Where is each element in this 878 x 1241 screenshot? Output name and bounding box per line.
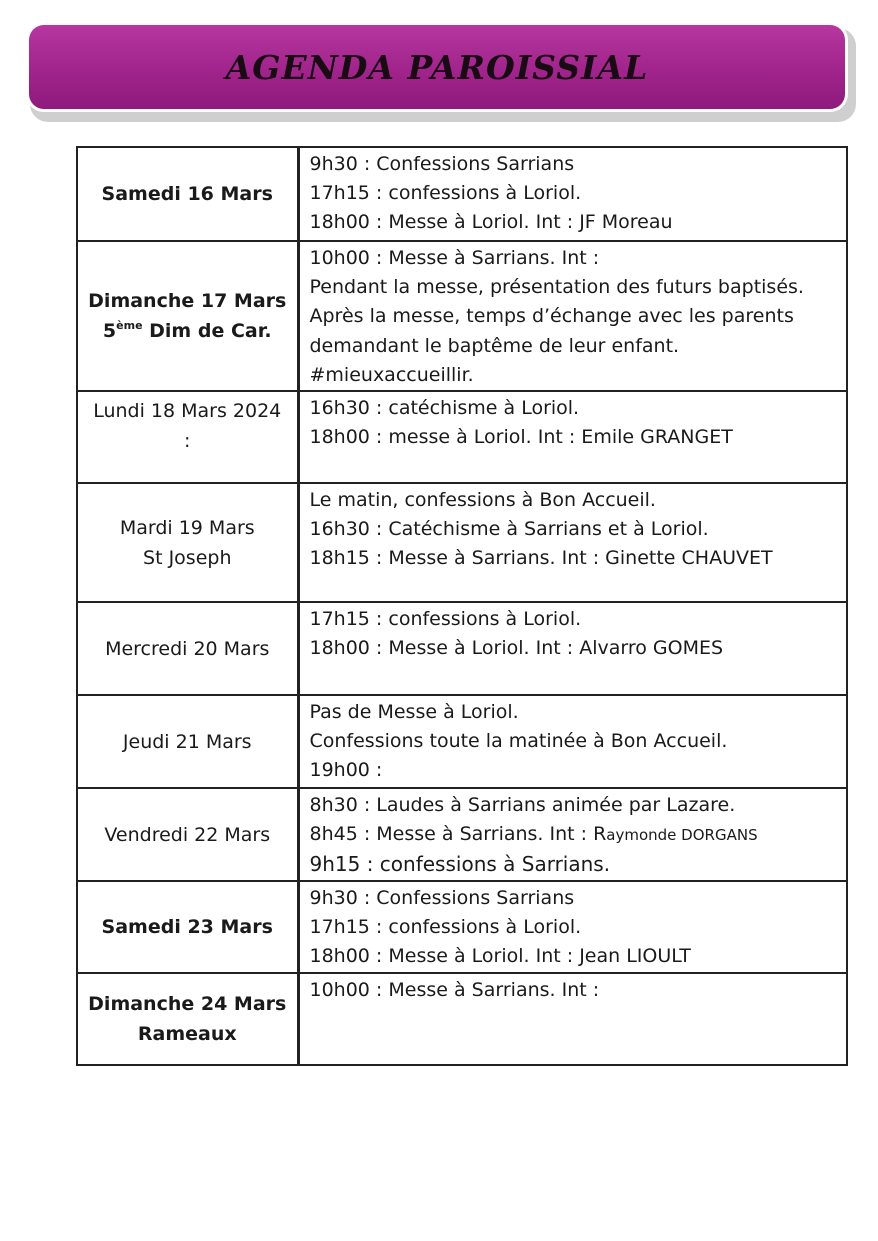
events-cell <box>298 602 847 695</box>
title-banner <box>26 22 848 112</box>
event-line: 9h30 : Confessions Sarrians <box>309 887 575 910</box>
day-cell <box>77 483 298 602</box>
event-line: 8h30 : Laudes à Sarrians animée par Lazare. <box>309 794 736 817</box>
event-line: 18h00 : Messe à Loriol. Int : Jean LIOULT <box>309 945 691 968</box>
agenda-row-dimanche-24 <box>77 973 847 1065</box>
day-subtitle: : <box>184 430 191 453</box>
day-label: Jeudi 21 Mars <box>122 730 252 753</box>
day-label: Samedi 23 Mars <box>101 916 273 939</box>
event-line: 18h15 : Messe à Sarrians. Int : Ginette CHAUVET <box>309 547 773 570</box>
agenda-row-lundi-18 <box>77 391 847 483</box>
day-label: Dimanche 24 Mars <box>88 993 287 1016</box>
day-label: Lundi 18 Mars 2024 <box>93 400 282 423</box>
event-line: 16h30 : catéchisme à Loriol. <box>309 397 580 420</box>
events-cell <box>298 788 847 881</box>
event-line: Pas de Messe à Loriol. <box>309 701 519 724</box>
events-cell <box>298 881 847 973</box>
day-label: Mardi 19 Mars <box>119 516 255 539</box>
agenda-row-mardi-19 <box>77 483 847 602</box>
day-cell <box>77 788 298 881</box>
intention-name: aymonde DORGANS <box>606 826 758 845</box>
events-cell <box>298 147 847 241</box>
events-cell <box>298 391 847 483</box>
event-line: 18h00 : Messe à Loriol. Int : JF Moreau <box>309 211 673 234</box>
day-label: Samedi 16 Mars <box>101 183 273 205</box>
agenda-table <box>76 146 848 1066</box>
ordinal-suffix: ème <box>116 319 143 332</box>
agenda-row-vendredi-22 <box>77 788 847 881</box>
event-line: 8h45 : Messe à Sarrians. Int : Raymonde DORGANS <box>309 823 758 846</box>
event-line: #mieuxaccueillir. <box>309 363 474 386</box>
day-cell <box>77 391 298 483</box>
event-line: 10h00 : Messe à Sarrians. Int : <box>309 979 600 1002</box>
day-subtitle: 5ème Dim de Car. <box>102 319 272 342</box>
events-cell <box>298 241 847 391</box>
agenda-row-jeudi-21 <box>77 695 847 788</box>
event-line: Après la messe, temps d’échange avec les parents <box>309 305 794 328</box>
event-line: Pendant la messe, présentation des futurs baptisés. <box>309 276 804 299</box>
day-cell <box>77 147 298 241</box>
events-cell <box>298 973 847 1065</box>
agenda-row-mercredi-20 <box>77 602 847 695</box>
event-line: Confessions toute la matinée à Bon Accueil. <box>309 730 728 753</box>
title-banner-fill <box>29 25 845 109</box>
event-line: Le matin, confessions à Bon Accueil. <box>309 489 656 512</box>
event-line: 17h15 : confessions à Loriol. <box>309 608 582 631</box>
agenda-row-samedi-23 <box>77 881 847 973</box>
day-subtitle: St Joseph <box>143 546 232 569</box>
day-subtitle: Rameaux <box>137 1023 237 1046</box>
event-line: 10h00 : Messe à Sarrians. Int : <box>309 247 600 269</box>
event-line: 19h00 : <box>309 759 383 782</box>
event-line: demandant le baptême de leur enfant. <box>309 334 680 357</box>
day-cell <box>77 881 298 973</box>
agenda-row-dimanche-17 <box>77 241 847 391</box>
day-label: Vendredi 22 Mars <box>104 823 271 846</box>
event-line: 17h15 : confessions à Loriol. <box>309 916 582 939</box>
day-label: Dimanche 17 Mars <box>88 290 287 312</box>
events-cell <box>298 695 847 788</box>
event-line: 18h00 : Messe à Loriol. Int : Alvarro GOMES <box>309 637 724 660</box>
day-cell <box>77 602 298 695</box>
event-line: 9h15 : confessions à Sarrians. <box>309 852 611 877</box>
day-label: Mercredi 20 Mars <box>105 637 270 660</box>
event-line: 9h30 : Confessions Sarrians <box>309 153 575 175</box>
agenda-row-samedi-16 <box>77 147 847 241</box>
event-line: 18h00 : messe à Loriol. Int : Emile GRANGET <box>309 426 733 449</box>
day-cell <box>77 695 298 788</box>
day-cell <box>77 241 298 391</box>
event-line: 17h15 : confessions à Loriol. <box>309 182 582 205</box>
event-line: 16h30 : Catéchisme à Sarrians et à Loriol. <box>309 518 709 541</box>
day-cell <box>77 973 298 1065</box>
page-title: AGENDA PAROISSIAL <box>225 47 649 87</box>
events-cell <box>298 483 847 602</box>
